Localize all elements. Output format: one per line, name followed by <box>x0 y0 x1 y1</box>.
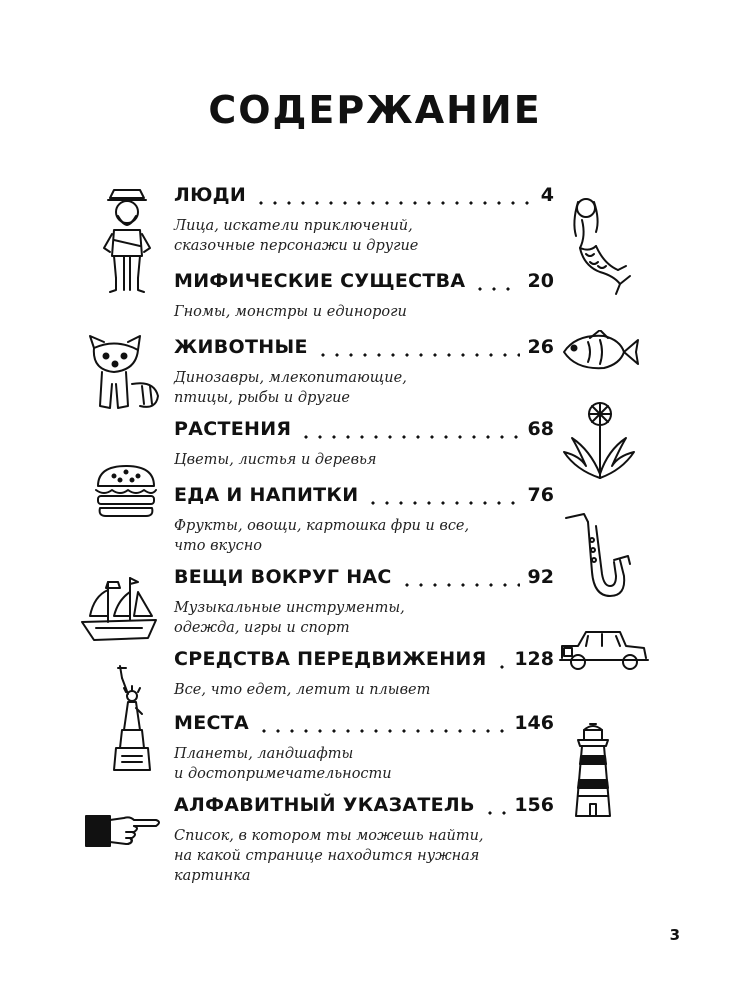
entry-title: ВЕЩИ ВОКРУГ НАС <box>174 566 392 588</box>
entry-desc-line: сказочные персонажи и другие <box>174 238 419 254</box>
entry-title: СРЕДСТВА ПЕРЕДВИЖЕНИЯ <box>174 648 487 670</box>
entry-desc-line: Гномы, монстры и единороги <box>174 304 407 320</box>
entry-head <box>174 184 554 214</box>
toc-entry-animals[interactable] <box>174 336 554 408</box>
entry-desc-line: Цветы, листья и деревья <box>174 452 377 468</box>
entry-desc-line: птицы, рыбы и другие <box>174 390 351 406</box>
dot-leader <box>473 287 519 291</box>
car-icon <box>558 626 650 672</box>
lighthouse-icon <box>568 722 618 820</box>
entry-head <box>174 484 554 514</box>
dot-leader <box>254 201 533 205</box>
entry-page: 156 <box>514 794 554 816</box>
entry-desc-line: Список, в котором ты можешь найти, <box>174 828 484 844</box>
dot-leader <box>483 811 507 815</box>
dot-leader <box>316 353 520 357</box>
entry-desc <box>174 744 554 784</box>
statue-of-liberty-icon <box>112 664 154 774</box>
saxophone-icon <box>562 512 634 602</box>
dot-leader <box>400 583 520 587</box>
entry-head <box>174 566 554 596</box>
dandelion-icon <box>556 400 642 482</box>
entry-desc-line: Лица, искатели приключений, <box>174 218 413 234</box>
entry-head <box>174 648 554 678</box>
entry-title: МЕСТА <box>174 712 249 734</box>
entry-head <box>174 418 554 448</box>
toc-entry-index[interactable] <box>174 794 554 886</box>
entry-page: 92 <box>527 566 554 588</box>
toc-entry-mythical[interactable] <box>174 270 554 322</box>
entry-page: 68 <box>527 418 554 440</box>
entry-desc-line: одежда, игры и спорт <box>174 620 350 636</box>
page-title: СОДЕРЖАНИЕ <box>208 88 542 132</box>
entry-page: 26 <box>527 336 554 358</box>
entry-desc-line: и достопримечательности <box>174 766 392 782</box>
dot-leader <box>495 665 507 669</box>
burger-icon <box>92 462 160 520</box>
entry-desc-line: Планеты, ландшафты <box>174 746 354 762</box>
entry-title: ЕДА И НАПИТКИ <box>174 484 359 506</box>
entry-title: РАСТЕНИЯ <box>174 418 292 440</box>
entry-page: 128 <box>514 648 554 670</box>
mermaid-icon <box>560 192 634 296</box>
entry-head <box>174 794 554 824</box>
toc-entry-food[interactable] <box>174 484 554 556</box>
toc-entry-transport[interactable] <box>174 648 554 700</box>
entry-title: АЛФАВИТНЫЙ УКАЗАТЕЛЬ <box>174 794 475 816</box>
entry-desc <box>174 516 554 556</box>
entry-head <box>174 712 554 742</box>
fish-icon <box>560 330 640 374</box>
toc-entry-places[interactable] <box>174 712 554 784</box>
entry-title: ЖИВОТНЫЕ <box>174 336 308 358</box>
entry-desc <box>174 598 554 638</box>
page-number: 3 <box>669 926 680 944</box>
red-panda-icon <box>86 334 164 414</box>
entry-desc <box>174 680 554 700</box>
pirate-icon <box>96 186 158 298</box>
entry-desc <box>174 450 554 470</box>
entry-desc-line: Динозавры, млекопитающие, <box>174 370 407 386</box>
entry-desc <box>174 216 554 256</box>
entry-desc-line: Все, что едет, летит и плывет <box>174 682 431 698</box>
entry-head <box>174 336 554 366</box>
pointing-hand-icon <box>84 810 162 852</box>
entry-page: 76 <box>527 484 554 506</box>
entry-page: 146 <box>514 712 554 734</box>
dot-leader <box>257 729 506 733</box>
entry-desc <box>174 368 554 408</box>
entry-title: МИФИЧЕСКИЕ СУЩЕСТВА <box>174 270 466 292</box>
toc-entry-people[interactable] <box>174 184 554 256</box>
entry-head <box>174 270 554 300</box>
entry-desc-line: что вкусно <box>174 538 263 554</box>
entry-page: 20 <box>527 270 554 292</box>
entry-desc <box>174 826 554 886</box>
dot-leader <box>299 435 519 439</box>
entry-desc-line: Фрукты, овощи, картошка фри и все, <box>174 518 470 534</box>
ship-icon <box>78 576 160 646</box>
dot-leader <box>366 501 519 505</box>
toc-entry-things[interactable] <box>174 566 554 638</box>
entry-title: ЛЮДИ <box>174 184 247 206</box>
entry-desc-line: на какой странице находится нужная картинка <box>174 848 480 884</box>
entry-desc-line: Музыкальные инструменты, <box>174 600 405 616</box>
entry-page: 4 <box>540 184 554 206</box>
toc-entry-plants[interactable] <box>174 418 554 470</box>
entry-desc <box>174 302 554 322</box>
